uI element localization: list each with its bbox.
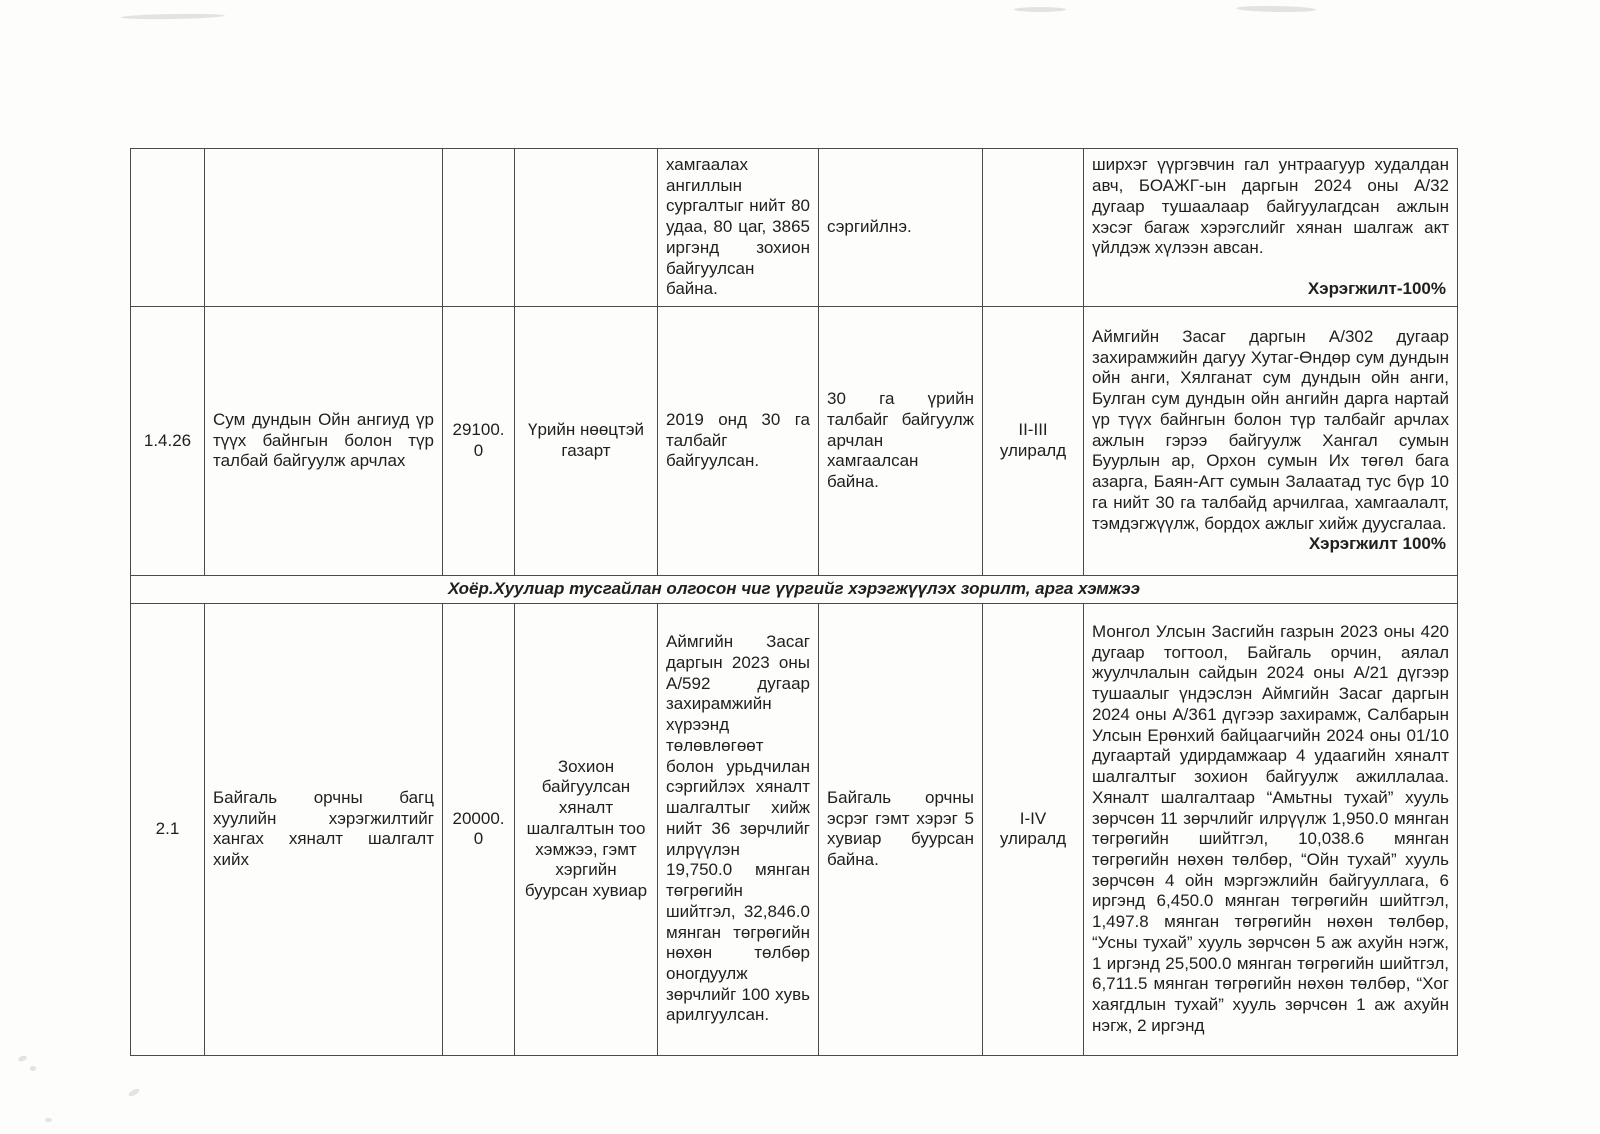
cell-implementation [1084,307,1458,576]
cell-criteria: Зохион байгуулсан хяналт шалгалтын тоо хэмжээ, гэмт хэргийн буурсан хувиар [515,603,658,1055]
cell-budget: 29100.0 [443,307,515,576]
cell-budget: 20000.0 [443,603,515,1055]
cell-activity: Сум дундын Ойн ангиуд үр түүх байнгын болон түр талбай байгуулж арчлах [205,307,443,576]
scan-artifact [45,1118,52,1122]
cell-baseline: Аймгийн Засаг даргын 2023 оны А/592 дугаар захирамжийн хүрээнд төлөвлөгөөт болон урьдчилан сэргийлэх хяналт шалгалтыг хийж нийт 36 зөрчлийг илрүүлэн 19,750.0 мянган төгрөгийн шийтгэл, 32,846.0 мянган төгрөгийн нөхөн төлбөр оногдуулж зөрчлийг 100 хувь арилгуулсан. [658,603,819,1055]
cell-quarter [983,149,1084,307]
cell-budget [443,149,515,307]
implementation-text: ширхэг үүргэвчин гал унтраагуур худалдан авч, БОАЖГ-ын даргын 2024 оны А/32 дугаар тушаалаар байгуулагдсан ажлын хэсэг багаж хэрэгслийг хянан шалгаж акт үйлдэж хүлээн авсан. [1092,155,1449,258]
scan-artifact [128,1087,141,1097]
cell-index: 2.1 [131,603,205,1055]
cell-activity [205,149,443,307]
cell-index [131,149,205,307]
section-header: Хоёр.Хуулиар тусгайлан олгосон чиг үүргийг хэрэгжүүлэх зорилт, арга хэмжээ [131,576,1458,604]
cell-implementation [1084,603,1458,1055]
cell-baseline: 2019 онд 30 га талбайг байгуулсан. [658,307,819,576]
cell-activity: Байгаль орчны багц хуулийн хэрэгжилтийг хангах хяналт шалгалт хийх [205,603,443,1055]
scan-artifact [1014,7,1066,12]
cell-target: 30 га үрийн талбайг байгуулж арчлан хамгаалсан байна. [819,307,983,576]
cell-target: Байгаль орчны эсрэг гэмт хэрэг 5 хувиар буурсан байна. [819,603,983,1055]
cell-criteria: Үрийн нөөцтэй газарт [515,307,658,576]
scan-artifact [1236,5,1316,12]
cell-implementation [1084,149,1458,307]
cell-index: 1.4.26 [131,307,205,576]
cell-baseline: хамгаалах ангиллын сургалтыг нийт 80 удаа, 80 цаг, 3865 иргэнд зохион байгуулсан байна. [658,149,819,307]
implementation-result: Хэрэгжилт-100% [1307,278,1446,298]
cell-quarter: I-IV улиралд [983,603,1084,1055]
table-row [131,307,1458,576]
cell-quarter: II-III улиралд [983,307,1084,576]
section-header-row [131,576,1458,604]
scan-artifact [30,1066,36,1071]
table-row [131,603,1458,1055]
implementation-result: Хэрэгжилт 100% [1308,534,1446,554]
cell-target: сэргийлнэ. [819,149,983,307]
table-row [131,149,1458,307]
cell-criteria [515,149,658,307]
implementation-text: Монгол Улсын Засгийн газрын 2023 оны 420 дугаар тогтоол, Байгаль орчин, аялал жуулчлалын сайдын 2024 оны А/21 дүгээр тушаалыг үндэслэн Аймгийн Засаг даргын 2024 оны А/361 дүгээр захирамж, Салбарын Улсын Ерөнхий байцаагчийн 2024 оны 01/10 дугаартай удирдамжаар 4 удаагийн хяналт шалгалтыг зохион байгуулж ажиллалаа. Хяналт шалгалтаар “Амьтны тухай” хууль зөрчсөн 11 зөрчлийг илрүүлж 1,950.0 мянган төгрөгийн шийтгэл, 10,038.6 мянган төгрөгийн нөхөн төлбөр, “Ойн тухай” хууль зөрчсөн 4 ойн мэргэжлийн байгууллага, 6 иргэнд 6,450.0 мянган төгрөгийн шийтгэл, 1,497.8 мянган төгрөгийн нөхөн төлбөр, “Усны тухай” хууль зөрчсөн 5 аж ахуйн нэгж, 1 иргэнд 25,500.0 мянган төгрөгийн шийтгэл, 6,711.5 мянган төгрөгийн нөхөн төлбөр, “Хог хаягдлын тухай” хууль зөрчсөн 1 аж ахуйн нэгж, 2 иргэнд [1092,621,1449,1035]
implementation-text: Аймгийн Засаг даргын А/302 дугаар захирамжийн дагуу Хутаг-Өндөр сум дундын ойн анги, Хялганат сум дундын ойн анги, Булган сум дундын ойн ангийн дарга нартай үр түүх байнгын болон түр талбайг арчлах ажлын гэрээ байгуулж Хангал сумын Буурлын ар, Орхон сумын Их төгөл бага азарга, Баян-Агт сумын Залаатад тус бүр 10 га нийт 30 га талбайд арчилгаа, хамгаалалт, тэмдэгжүүлж, бордох ажлыг хийж дуусгалаа. [1092,326,1449,533]
scan-artifact [17,1055,27,1063]
report-table [130,148,1458,1056]
scan-artifact [121,13,225,20]
